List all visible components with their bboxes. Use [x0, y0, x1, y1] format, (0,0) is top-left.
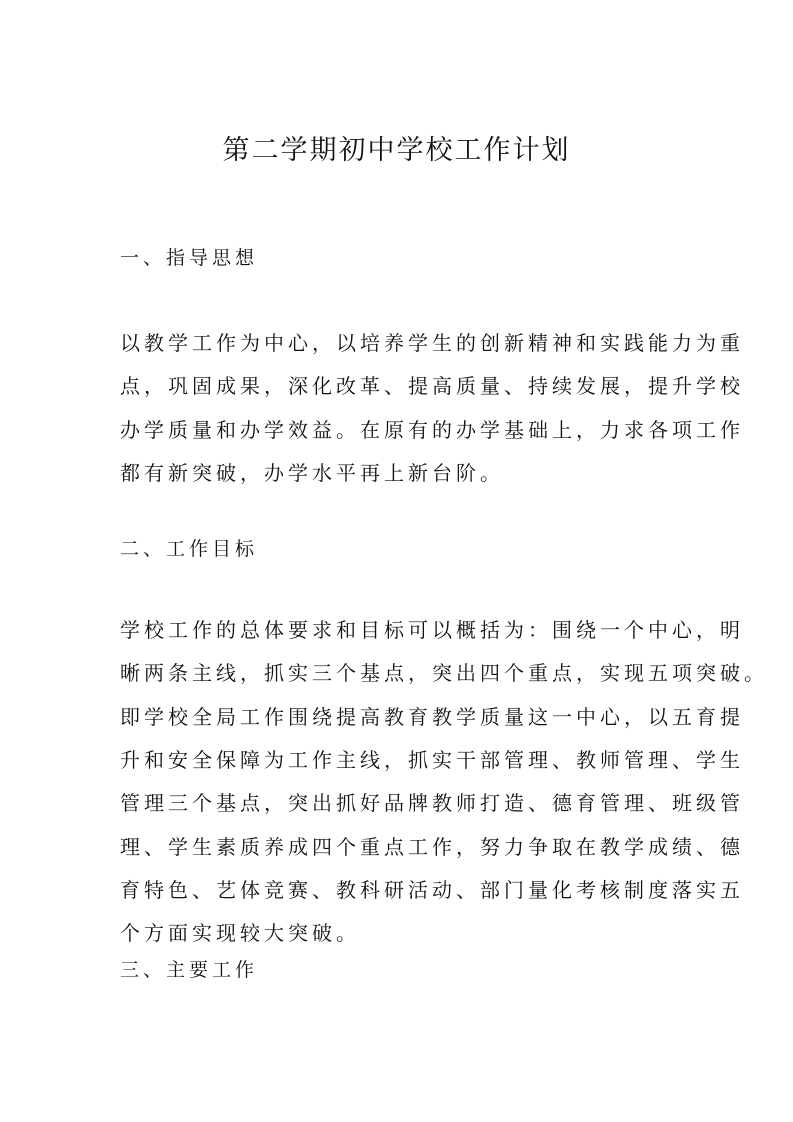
- paragraph-line: 理、学生素质养成四个重点工作，努力争取在教学成绩、德: [120, 834, 744, 859]
- paragraph-line: 个方面实现较大突破。: [120, 921, 360, 946]
- paragraph-line: 以教学工作为中心，以培养学生的创新精神和实践能力为重: [120, 331, 744, 355]
- paragraph-line: 点，巩固成果，深化改革、提高质量、持续发展，提升学校: [120, 374, 744, 399]
- section-heading: 三、主要工作: [120, 959, 259, 981]
- paragraph-line: 晰两条主线，抓实三个基点，突出四个重点，实现五项突破。: [120, 661, 768, 686]
- section-heading: 二、工作目标: [120, 538, 259, 560]
- paragraph-line: 管理三个基点，突出抓好品牌教师打造、德育管理、班级管: [120, 791, 744, 816]
- paragraph-line: 学校工作的总体要求和目标可以概括为：围绕一个中心，明: [120, 618, 744, 642]
- paragraph-line: 都有新突破，办学水平再上新台阶。: [120, 460, 504, 485]
- section-heading: 一、指导思想: [120, 247, 259, 269]
- paragraph-line: 办学质量和办学效益。在原有的办学基础上，力求各项工作: [120, 417, 744, 442]
- paragraph-line: 即学校全局工作围绕提高教育教学质量这一中心，以五育提: [120, 704, 744, 729]
- paragraph-line: 升和安全保障为工作主线，抓实干部管理、教师管理、学生: [120, 747, 744, 772]
- document-title: 第二学期初中学校工作计划: [222, 135, 571, 166]
- paragraph-line: 育特色、艺体竞赛、教科研活动、部门量化考核制度落实五: [120, 877, 744, 902]
